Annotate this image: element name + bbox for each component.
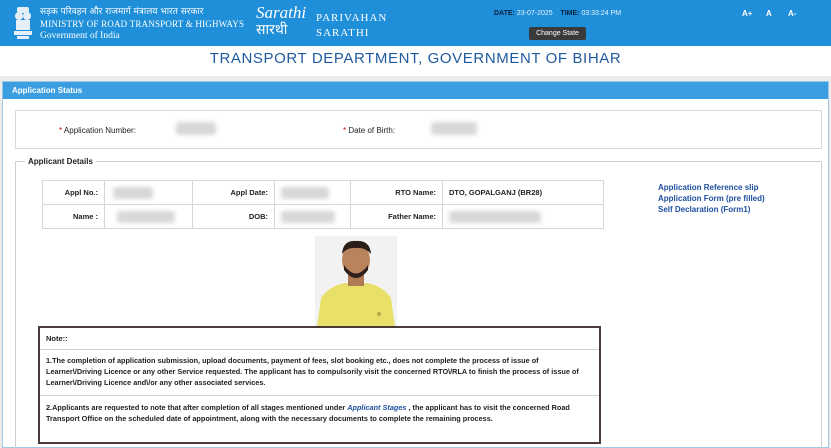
- appl-no-value: [105, 181, 193, 205]
- father-name-value: [443, 205, 604, 229]
- appl-date-value: [275, 181, 351, 205]
- note-box: [38, 326, 601, 444]
- rto-name-label: RTO Name:: [351, 181, 443, 205]
- application-form-link[interactable]: Application Form (pre filled): [658, 194, 765, 203]
- rto-name-value: DTO, GOPALGANJ (BR28): [443, 181, 604, 205]
- note-title: Note::: [46, 334, 68, 343]
- name-label: Name :: [43, 205, 105, 229]
- name-value: [105, 205, 193, 229]
- portal-name-line2: SARATHI: [316, 27, 370, 39]
- dob-value: [275, 205, 351, 229]
- date-time-display: [494, 10, 621, 17]
- note-divider: [40, 395, 599, 396]
- application-number-label-text: Application Number:: [63, 126, 136, 135]
- applicant-photo-image: [315, 236, 397, 328]
- sarathi-logo-english: Sarathi: [256, 3, 307, 22]
- top-header: [0, 0, 831, 46]
- national-emblem-icon: [12, 5, 34, 41]
- father-name-label: Father Name:: [351, 205, 443, 229]
- time-value: 03:33:24 PM: [581, 10, 622, 17]
- ministry-english: MINISTRY OF ROAD TRANSPORT & HIGHWAYS: [40, 19, 245, 29]
- date-of-birth-label-text: Date of Birth:: [348, 126, 396, 135]
- required-mark: *: [59, 126, 63, 135]
- font-normal-button[interactable]: A: [766, 9, 772, 18]
- portal-name: [316, 11, 387, 41]
- table-row: [43, 205, 604, 229]
- self-declaration-link[interactable]: Self Declaration (Form1): [658, 205, 751, 214]
- sarathi-logo: [256, 4, 312, 42]
- change-state-button[interactable]: Change State: [529, 27, 586, 40]
- appl-no-label: Appl No.:: [43, 181, 105, 205]
- date-value: 23-07-2025: [516, 10, 553, 17]
- application-reference-slip-link[interactable]: Application Reference slip: [658, 183, 759, 192]
- application-number-label: [59, 126, 136, 135]
- application-search-row: [15, 110, 822, 149]
- note-point-2: [46, 402, 592, 424]
- applicant-details-legend: Applicant Details: [25, 157, 96, 166]
- applicant-stages-link[interactable]: Applicant Stages: [347, 403, 407, 412]
- note-point-2-before: 2.Applicants are requested to note that after completion of all stages mentioned under: [46, 403, 348, 412]
- time-label: TIME:: [560, 10, 580, 17]
- font-decrease-button[interactable]: A-: [788, 9, 797, 18]
- panel-title: Application Status: [3, 82, 828, 99]
- ministry-hindi: सड़क परिवहन और राजमार्ग मंत्रालय भारत सरकार: [40, 7, 204, 17]
- government-of-india: Government of India: [40, 31, 120, 41]
- portal-name-line1: PARIVAHAN: [316, 12, 388, 24]
- dob-label: DOB:: [193, 205, 275, 229]
- date-of-birth-label: [343, 126, 395, 135]
- department-title: TRANSPORT DEPARTMENT, GOVERNMENT OF BIHAR: [209, 50, 622, 67]
- note-point-1: 1.The completion of application submission, upload documents, payment of fees, slot booking etc., does not complete the process of issue of Learner\/Driving Licence or any other Service requested. The applicant has to compulsorily visit the concerned RTO\/RLA to finish the process of issue of Learner\/Driving Licence and\/or any other associated services.: [46, 356, 579, 387]
- font-increase-button[interactable]: A+: [742, 9, 753, 18]
- document-links: [658, 182, 765, 215]
- date-of-birth-value: [431, 122, 477, 135]
- applicant-details-table: [42, 180, 604, 229]
- application-number-value: [176, 122, 216, 135]
- note-divider: [40, 349, 599, 350]
- sarathi-logo-hindi: सारथी: [256, 22, 288, 38]
- note-point-2-after: , the applicant has to visit the concerned Road Transport Office on the scheduled date of appointment, along with the necessary documents to complete the remaining process.: [46, 403, 570, 423]
- appl-date-label: Appl Date:: [193, 181, 275, 205]
- table-row: [43, 181, 604, 205]
- date-label: DATE:: [494, 10, 515, 17]
- ministry-block: [40, 6, 244, 42]
- applicant-photo: [315, 236, 397, 328]
- required-mark: *: [343, 126, 347, 135]
